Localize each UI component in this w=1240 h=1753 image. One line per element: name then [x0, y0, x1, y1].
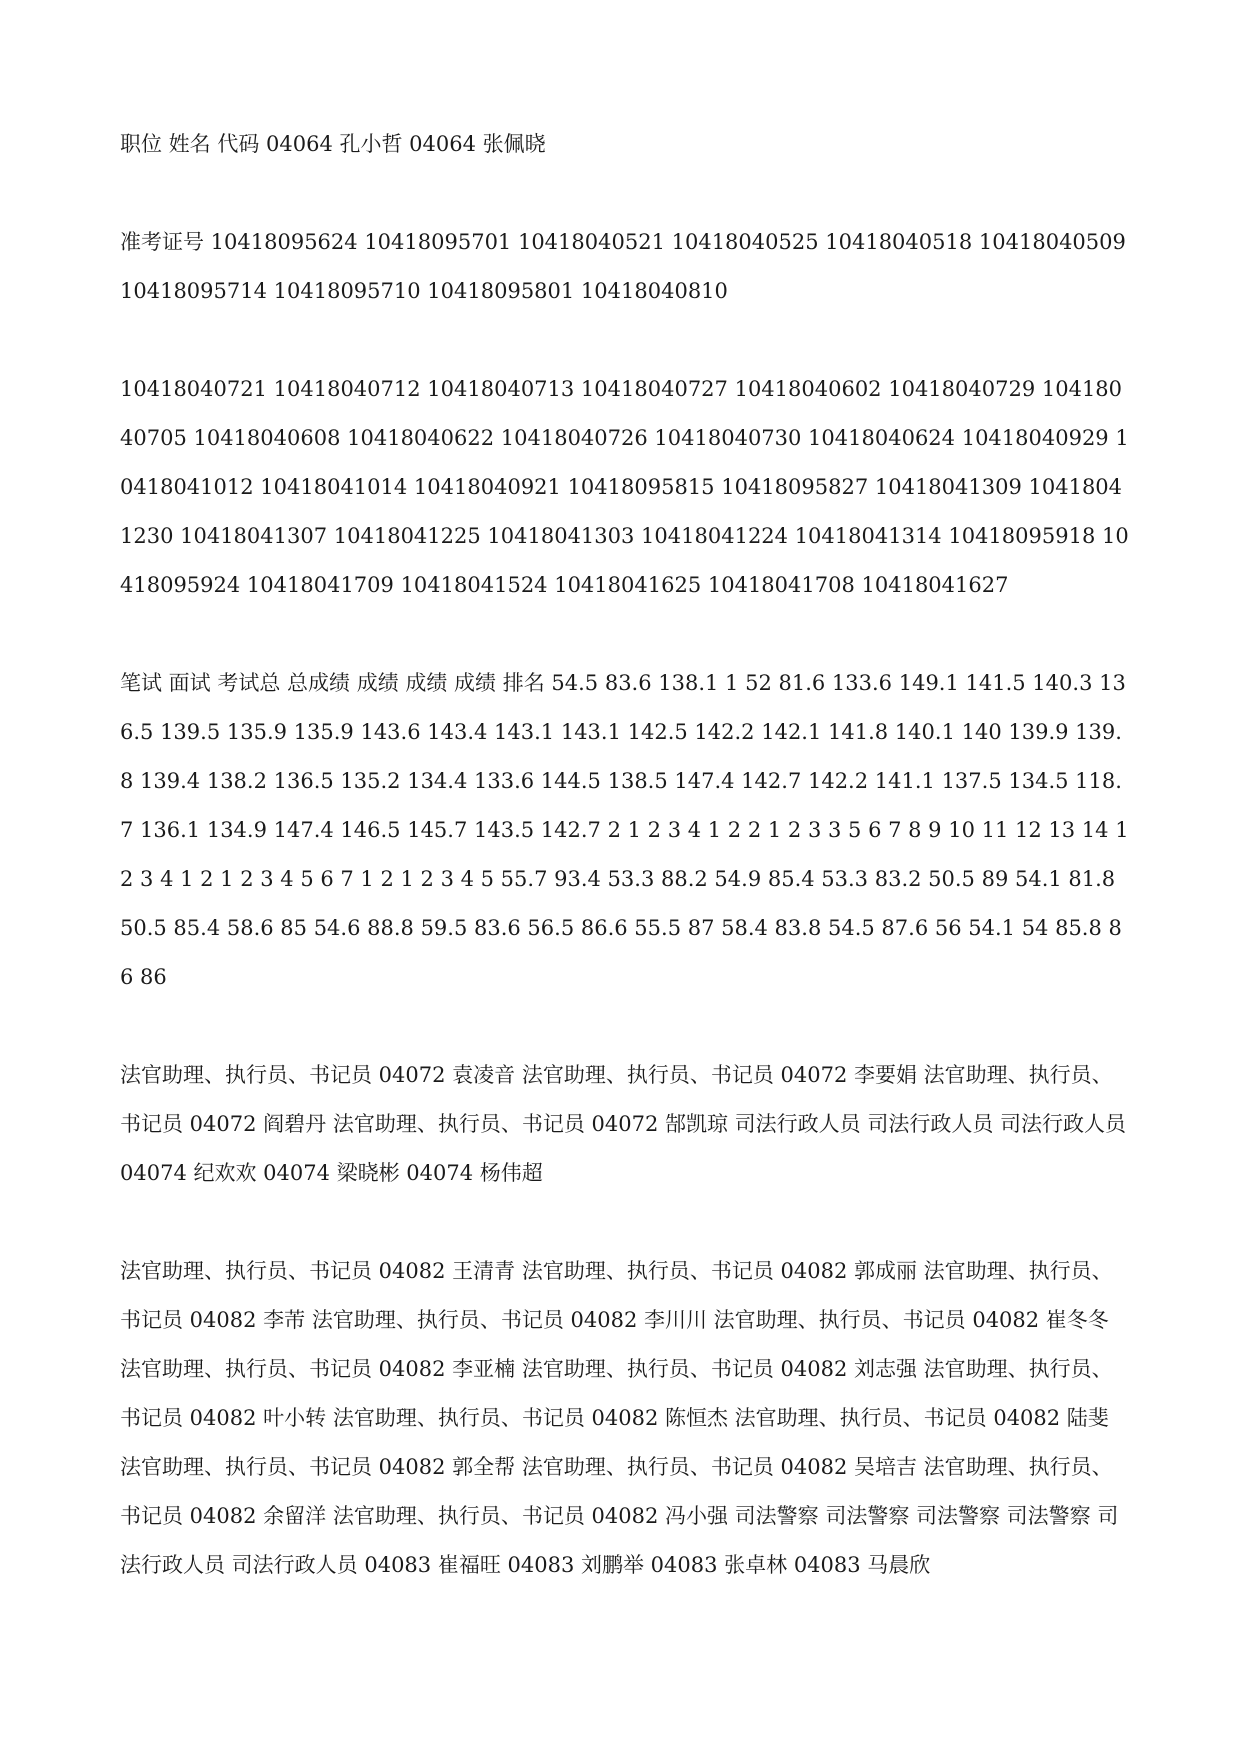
paragraph-position-names: 职位 姓名 代码 04064 孔小哲 04064 张佩晓 — [120, 132, 546, 156]
document-page — [120, 120, 1130, 1590]
paragraph-scores: 笔试 面试 考试总 总成绩 成绩 成绩 成绩 排名 54.5 83.6 138.1 1 52 81.6 133.6 149.1 141.5 140.3 136.5 139.5 135.9 135.9 143.6 143.4 143.1 143.1 142.5 142.2 142.1 141.8 140.1 140 139.9 139.8 139.4 138.2 136.5 135.2 134.4 133.6 144.5 138.5 147.4 142.7 142.2 141.1 137.5 134.5 118.7 136.1 134.9 147.4 146.5 145.7 143.5 142.7 2 1 2 3 4 1 2 2 1 2 3 3 5 6 7 8 9 10 11 12 13 14 1 2 3 4 1 2 1 2 3 4 5 6 7 1 2 1 2 3 4 5 55.7 93.4 53.3 88.2 54.9 85.4 53.3 83.2 50.5 89 54.1 81.8 50.5 85.4 58.6 85 54.6 88.8 59.5 83.6 56.5 86.6 55.5 87 58.4 83.8 54.5 87.6 56 54.1 54 85.8 86 86 — [120, 671, 1129, 989]
paragraph-positions-04082-04083: 法官助理、执行员、书记员 04082 王清青 法官助理、执行员、书记员 04082 郭成丽 法官助理、执行员、书记员 04082 李芾 法官助理、执行员、书记员 04082 李川川 法官助理、执行员、书记员 04082 崔冬冬 法官助理、执行员、书记员 04082 李亚楠 法官助理、执行员、书记员 04082 刘志强 法官助理、执行员、书记员 04082 叶小转 法官助理、执行员、书记员 04082 陈恒杰 法官助理、执行员、书记员 04082 陆斐 法官助理、执行员、书记员 04082 郭全帮 法官助理、执行员、书记员 04082 吴培吉 法官助理、执行员、书记员 04082 余留洋 法官助理、执行员、书记员 04082 冯小强 司法警察 司法警察 司法警察 司法警察 司法行政人员 司法行政人员 04083 崔福旺 04083 刘鹏举 04083 张卓林 04083 马晨欣 — [120, 1259, 1119, 1577]
paragraph-exam-ids-header: 准考证号 10418095624 10418095701 10418040521 10418040525 10418040518 10418040509 10418095714 10418095710 10418095801 10418040810 — [120, 230, 1126, 303]
paragraph-positions-04072-04074: 法官助理、执行员、书记员 04072 袁凌音 法官助理、执行员、书记员 04072 李要娟 法官助理、执行员、书记员 04072 阎碧丹 法官助理、执行员、书记员 04072 郜凯琼 司法行政人员 司法行政人员 司法行政人员 04074 纪欢欢 04074 梁晓彬 04074 杨伟超 — [120, 1063, 1127, 1185]
paragraph-exam-ids: 10418040721 10418040712 10418040713 10418040727 10418040602 10418040729 10418040705 10418040608 10418040622 10418040726 10418040730 10418040624 10418040929 10418041012 10418041014 10418040921 10418095815 10418095827 10418041309 10418041230 10418041307 10418041225 10418041303 10418041224 10418041314 10418095918 10418095924 10418041709 10418041524 10418041625 10418041708 10418041627 — [120, 377, 1129, 597]
